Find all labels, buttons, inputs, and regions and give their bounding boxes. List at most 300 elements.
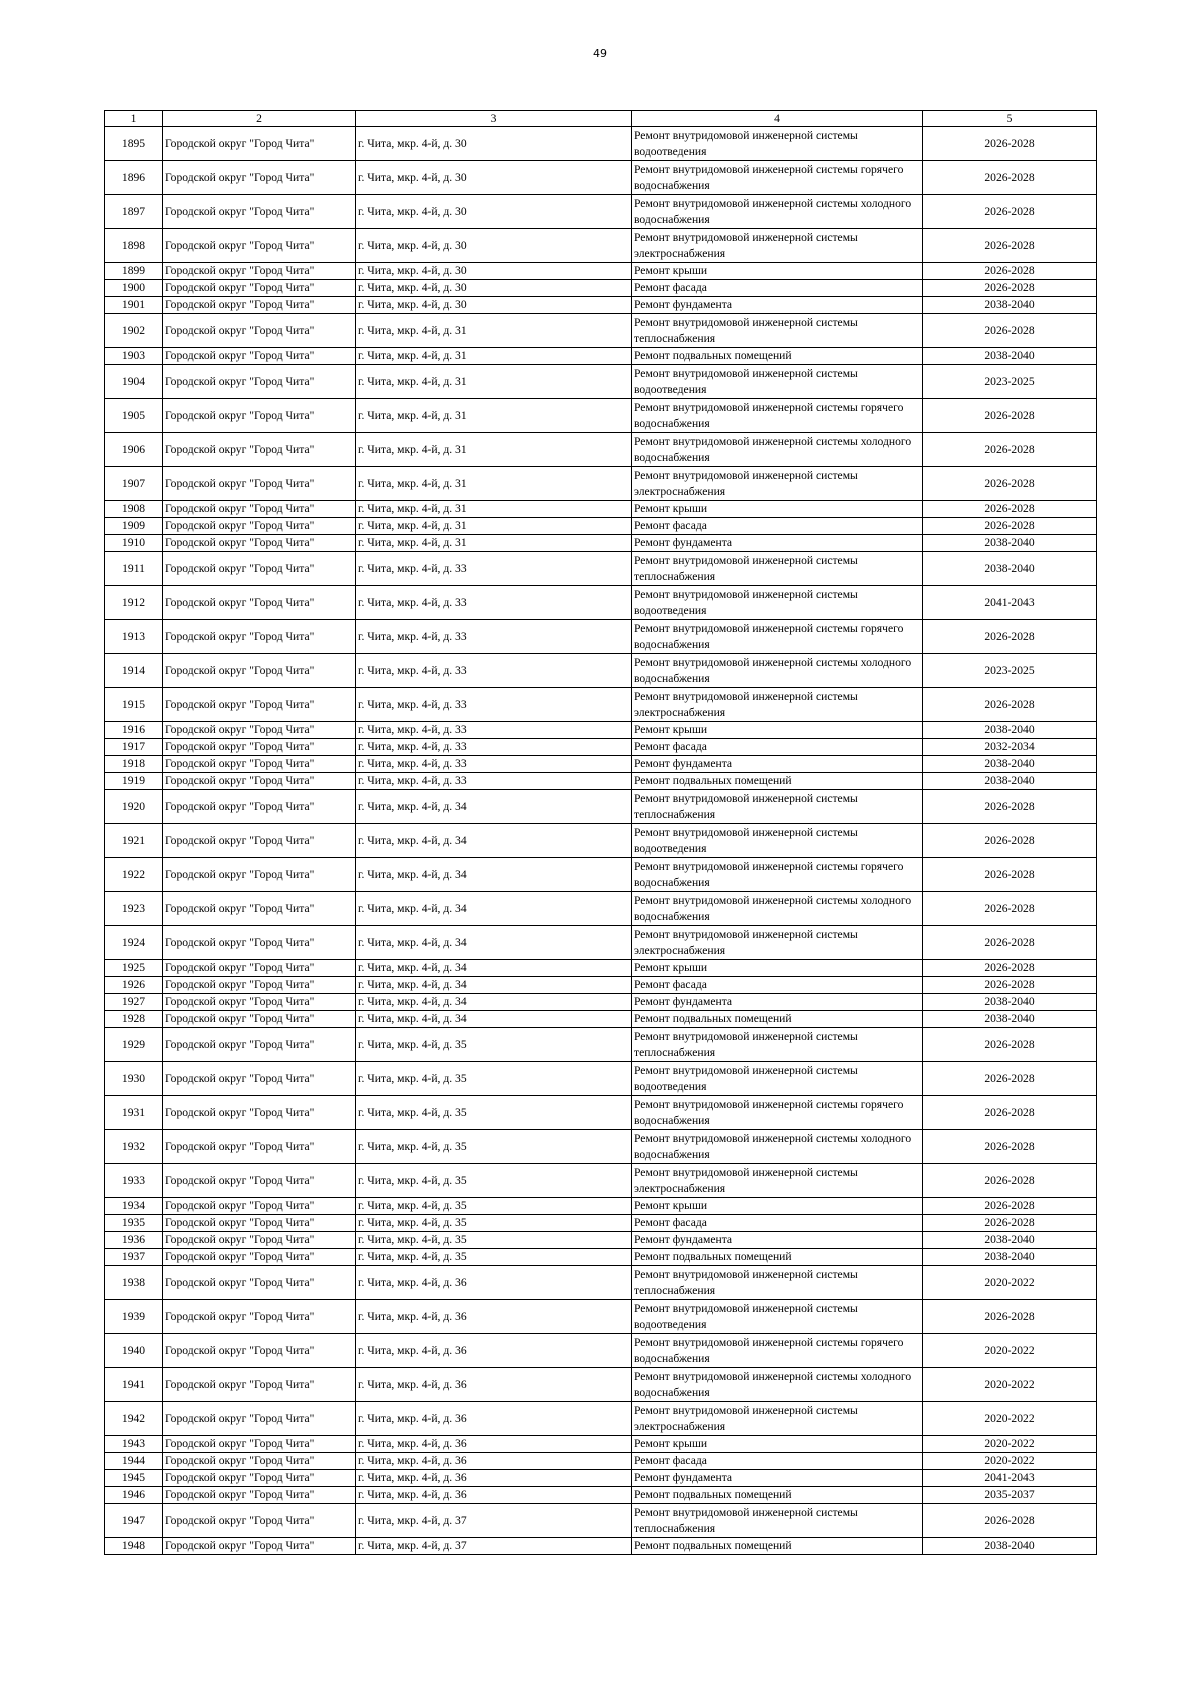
table-row <box>105 654 1097 688</box>
address-cell: г. Чита, мкр. 4-й, д. 35 <box>356 1028 632 1062</box>
table-row <box>105 960 1097 977</box>
period-cell: 2026-2028 <box>923 824 1097 858</box>
work-type-cell: Ремонт фасада <box>632 1215 923 1232</box>
table-row <box>105 722 1097 739</box>
table-row <box>105 739 1097 756</box>
work-type-cell: Ремонт внутридомовой инженерной системы электроснабжения <box>632 1402 923 1436</box>
address-cell: г. Чита, мкр. 4-й, д. 34 <box>356 790 632 824</box>
row-number-cell: 1925 <box>105 960 163 977</box>
work-type-cell: Ремонт внутридомовой инженерной системы горячего водоснабжения <box>632 620 923 654</box>
work-type-cell: Ремонт внутридомовой инженерной системы холодного водоснабжения <box>632 195 923 229</box>
table-row <box>105 1215 1097 1232</box>
period-cell: 2032-2034 <box>923 739 1097 756</box>
work-type-cell: Ремонт фундамента <box>632 1232 923 1249</box>
period-cell: 2026-2028 <box>923 892 1097 926</box>
work-type-cell: Ремонт внутридомовой инженерной системы теплоснабжения <box>632 314 923 348</box>
period-cell: 2020-2022 <box>923 1368 1097 1402</box>
period-cell: 2038-2040 <box>923 552 1097 586</box>
address-cell: г. Чита, мкр. 4-й, д. 33 <box>356 688 632 722</box>
municipality-cell: Городской округ "Город Чита" <box>163 824 356 858</box>
row-number-cell: 1903 <box>105 348 163 365</box>
table-row <box>105 297 1097 314</box>
address-cell: г. Чита, мкр. 4-й, д. 34 <box>356 994 632 1011</box>
municipality-cell: Городской округ "Город Чита" <box>163 654 356 688</box>
header-cell-3: 3 <box>356 111 632 127</box>
address-cell: г. Чита, мкр. 4-й, д. 36 <box>356 1368 632 1402</box>
work-type-cell: Ремонт внутридомовой инженерной системы холодного водоснабжения <box>632 654 923 688</box>
row-number-cell: 1914 <box>105 654 163 688</box>
row-number-cell: 1931 <box>105 1096 163 1130</box>
municipality-cell: Городской округ "Город Чита" <box>163 1470 356 1487</box>
municipality-cell: Городской округ "Город Чита" <box>163 297 356 314</box>
address-cell: г. Чита, мкр. 4-й, д. 36 <box>356 1470 632 1487</box>
header-cell-2: 2 <box>163 111 356 127</box>
table-row <box>105 756 1097 773</box>
address-cell: г. Чита, мкр. 4-й, д. 31 <box>356 433 632 467</box>
address-cell: г. Чита, мкр. 4-й, д. 35 <box>356 1198 632 1215</box>
work-type-cell: Ремонт внутридомовой инженерной системы холодного водоснабжения <box>632 892 923 926</box>
municipality-cell: Городской округ "Город Чита" <box>163 1249 356 1266</box>
work-type-cell: Ремонт крыши <box>632 1198 923 1215</box>
municipality-cell: Городской округ "Город Чита" <box>163 1028 356 1062</box>
table-header <box>105 111 1097 127</box>
row-number-cell: 1905 <box>105 399 163 433</box>
table-row <box>105 926 1097 960</box>
period-cell: 2020-2022 <box>923 1334 1097 1368</box>
period-cell: 2023-2025 <box>923 654 1097 688</box>
row-number-cell: 1933 <box>105 1164 163 1198</box>
row-number-cell: 1898 <box>105 229 163 263</box>
period-cell: 2026-2028 <box>923 314 1097 348</box>
address-cell: г. Чита, мкр. 4-й, д. 30 <box>356 263 632 280</box>
row-number-cell: 1908 <box>105 501 163 518</box>
work-type-cell: Ремонт фундамента <box>632 297 923 314</box>
address-cell: г. Чита, мкр. 4-й, д. 36 <box>356 1487 632 1504</box>
work-type-cell: Ремонт крыши <box>632 722 923 739</box>
period-cell: 2026-2028 <box>923 960 1097 977</box>
table-row <box>105 824 1097 858</box>
address-cell: г. Чита, мкр. 4-й, д. 30 <box>356 161 632 195</box>
municipality-cell: Городской округ "Город Чита" <box>163 535 356 552</box>
work-type-cell: Ремонт внутридомовой инженерной системы горячего водоснабжения <box>632 858 923 892</box>
table-row <box>105 1453 1097 1470</box>
work-type-cell: Ремонт внутридомовой инженерной системы водоотведения <box>632 1062 923 1096</box>
address-cell: г. Чита, мкр. 4-й, д. 34 <box>356 926 632 960</box>
address-cell: г. Чита, мкр. 4-й, д. 36 <box>356 1266 632 1300</box>
period-cell: 2038-2040 <box>923 348 1097 365</box>
row-number-cell: 1912 <box>105 586 163 620</box>
municipality-cell: Городской округ "Город Чита" <box>163 1538 356 1555</box>
table-row <box>105 1470 1097 1487</box>
municipality-cell: Городской округ "Город Чита" <box>163 1062 356 1096</box>
work-type-cell: Ремонт подвальных помещений <box>632 773 923 790</box>
period-cell: 2026-2028 <box>923 1198 1097 1215</box>
row-number-cell: 1940 <box>105 1334 163 1368</box>
row-number-cell: 1942 <box>105 1402 163 1436</box>
period-cell: 2026-2028 <box>923 1504 1097 1538</box>
period-cell: 2026-2028 <box>923 518 1097 535</box>
municipality-cell: Городской округ "Город Чита" <box>163 892 356 926</box>
work-type-cell: Ремонт внутридомовой инженерной системы водоотведения <box>632 586 923 620</box>
table-row <box>105 1487 1097 1504</box>
municipality-cell: Городской округ "Город Чита" <box>163 739 356 756</box>
address-cell: г. Чита, мкр. 4-й, д. 35 <box>356 1164 632 1198</box>
work-type-cell: Ремонт крыши <box>632 960 923 977</box>
row-number-cell: 1900 <box>105 280 163 297</box>
header-row <box>105 111 1097 127</box>
municipality-cell: Городской округ "Город Чита" <box>163 977 356 994</box>
table-row <box>105 1266 1097 1300</box>
table-row <box>105 620 1097 654</box>
work-type-cell: Ремонт внутридомовой инженерной системы водоотведения <box>632 824 923 858</box>
municipality-cell: Городской округ "Город Чита" <box>163 1011 356 1028</box>
municipality-cell: Городской округ "Город Чита" <box>163 1334 356 1368</box>
row-number-cell: 1906 <box>105 433 163 467</box>
work-type-cell: Ремонт крыши <box>632 1436 923 1453</box>
work-type-cell: Ремонт фундамента <box>632 994 923 1011</box>
address-cell: г. Чита, мкр. 4-й, д. 35 <box>356 1096 632 1130</box>
table-row <box>105 1402 1097 1436</box>
address-cell: г. Чита, мкр. 4-й, д. 36 <box>356 1402 632 1436</box>
row-number-cell: 1939 <box>105 1300 163 1334</box>
municipality-cell: Городской округ "Город Чита" <box>163 280 356 297</box>
period-cell: 2023-2025 <box>923 365 1097 399</box>
municipality-cell: Городской округ "Город Чита" <box>163 1487 356 1504</box>
row-number-cell: 1902 <box>105 314 163 348</box>
work-type-cell: Ремонт внутридомовой инженерной системы горячего водоснабжения <box>632 161 923 195</box>
address-cell: г. Чита, мкр. 4-й, д. 30 <box>356 195 632 229</box>
municipality-cell: Городской округ "Город Чита" <box>163 195 356 229</box>
row-number-cell: 1922 <box>105 858 163 892</box>
work-type-cell: Ремонт внутридомовой инженерной системы теплоснабжения <box>632 552 923 586</box>
row-number-cell: 1895 <box>105 127 163 161</box>
period-cell: 2038-2040 <box>923 773 1097 790</box>
address-cell: г. Чита, мкр. 4-й, д. 35 <box>356 1130 632 1164</box>
municipality-cell: Городской округ "Город Чита" <box>163 314 356 348</box>
address-cell: г. Чита, мкр. 4-й, д. 34 <box>356 977 632 994</box>
work-type-cell: Ремонт внутридомовой инженерной системы электроснабжения <box>632 1164 923 1198</box>
work-type-cell: Ремонт фасада <box>632 1453 923 1470</box>
table-row <box>105 1436 1097 1453</box>
table-row <box>105 790 1097 824</box>
table-row <box>105 688 1097 722</box>
table-row <box>105 348 1097 365</box>
work-type-cell: Ремонт фасада <box>632 280 923 297</box>
row-number-cell: 1927 <box>105 994 163 1011</box>
municipality-cell: Городской округ "Город Чита" <box>163 161 356 195</box>
table-row <box>105 127 1097 161</box>
address-cell: г. Чита, мкр. 4-й, д. 30 <box>356 127 632 161</box>
municipality-cell: Городской округ "Город Чита" <box>163 1368 356 1402</box>
row-number-cell: 1932 <box>105 1130 163 1164</box>
address-cell: г. Чита, мкр. 4-й, д. 36 <box>356 1453 632 1470</box>
address-cell: г. Чита, мкр. 4-й, д. 34 <box>356 858 632 892</box>
table-row <box>105 467 1097 501</box>
work-type-cell: Ремонт внутридомовой инженерной системы холодного водоснабжения <box>632 433 923 467</box>
municipality-cell: Городской округ "Город Чита" <box>163 586 356 620</box>
row-number-cell: 1948 <box>105 1538 163 1555</box>
row-number-cell: 1941 <box>105 1368 163 1402</box>
work-type-cell: Ремонт подвальных помещений <box>632 1538 923 1555</box>
municipality-cell: Городской округ "Город Чита" <box>163 365 356 399</box>
municipality-cell: Городской округ "Город Чита" <box>163 263 356 280</box>
row-number-cell: 1917 <box>105 739 163 756</box>
work-type-cell: Ремонт фасада <box>632 518 923 535</box>
table-row <box>105 365 1097 399</box>
work-type-cell: Ремонт подвальных помещений <box>632 1249 923 1266</box>
address-cell: г. Чита, мкр. 4-й, д. 36 <box>356 1300 632 1334</box>
work-type-cell: Ремонт внутридомовой инженерной системы электроснабжения <box>632 688 923 722</box>
municipality-cell: Городской округ "Город Чита" <box>163 1436 356 1453</box>
table-row <box>105 773 1097 790</box>
row-number-cell: 1936 <box>105 1232 163 1249</box>
period-cell: 2026-2028 <box>923 127 1097 161</box>
row-number-cell: 1919 <box>105 773 163 790</box>
period-cell: 2026-2028 <box>923 688 1097 722</box>
period-cell: 2038-2040 <box>923 722 1097 739</box>
address-cell: г. Чита, мкр. 4-й, д. 30 <box>356 229 632 263</box>
table-row <box>105 1198 1097 1215</box>
address-cell: г. Чита, мкр. 4-й, д. 34 <box>356 1011 632 1028</box>
municipality-cell: Городской округ "Город Чита" <box>163 552 356 586</box>
period-cell: 2041-2043 <box>923 1470 1097 1487</box>
address-cell: г. Чита, мкр. 4-й, д. 31 <box>356 314 632 348</box>
table-row <box>105 1232 1097 1249</box>
table-row <box>105 1096 1097 1130</box>
work-type-cell: Ремонт внутридомовой инженерной системы холодного водоснабжения <box>632 1368 923 1402</box>
period-cell: 2026-2028 <box>923 1062 1097 1096</box>
address-cell: г. Чита, мкр. 4-й, д. 31 <box>356 348 632 365</box>
row-number-cell: 1924 <box>105 926 163 960</box>
municipality-cell: Городской округ "Город Чита" <box>163 620 356 654</box>
table-row <box>105 994 1097 1011</box>
table-row <box>105 195 1097 229</box>
table-row <box>105 433 1097 467</box>
table-row <box>105 586 1097 620</box>
period-cell: 2041-2043 <box>923 586 1097 620</box>
period-cell: 2038-2040 <box>923 1011 1097 1028</box>
table-row <box>105 1538 1097 1555</box>
work-type-cell: Ремонт фундамента <box>632 535 923 552</box>
municipality-cell: Городской округ "Город Чита" <box>163 790 356 824</box>
row-number-cell: 1928 <box>105 1011 163 1028</box>
work-type-cell: Ремонт внутридомовой инженерной системы теплоснабжения <box>632 1028 923 1062</box>
address-cell: г. Чита, мкр. 4-й, д. 31 <box>356 399 632 433</box>
work-type-cell: Ремонт внутридомовой инженерной системы горячего водоснабжения <box>632 399 923 433</box>
table-row <box>105 501 1097 518</box>
row-number-cell: 1896 <box>105 161 163 195</box>
table-row <box>105 1334 1097 1368</box>
page-number: 49 <box>593 47 607 60</box>
period-cell: 2026-2028 <box>923 229 1097 263</box>
table-row <box>105 1164 1097 1198</box>
table-row <box>105 977 1097 994</box>
work-type-cell: Ремонт внутридомовой инженерной системы водоотведения <box>632 1300 923 1334</box>
row-number-cell: 1916 <box>105 722 163 739</box>
table-row <box>105 399 1097 433</box>
period-cell: 2026-2028 <box>923 1130 1097 1164</box>
work-type-cell: Ремонт фасада <box>632 739 923 756</box>
table-row <box>105 263 1097 280</box>
period-cell: 2026-2028 <box>923 280 1097 297</box>
period-cell: 2026-2028 <box>923 620 1097 654</box>
work-type-cell: Ремонт фундамента <box>632 1470 923 1487</box>
address-cell: г. Чита, мкр. 4-й, д. 34 <box>356 960 632 977</box>
row-number-cell: 1945 <box>105 1470 163 1487</box>
row-number-cell: 1897 <box>105 195 163 229</box>
address-cell: г. Чита, мкр. 4-й, д. 33 <box>356 552 632 586</box>
period-cell: 2038-2040 <box>923 1249 1097 1266</box>
address-cell: г. Чита, мкр. 4-й, д. 35 <box>356 1249 632 1266</box>
table-row <box>105 1028 1097 1062</box>
period-cell: 2026-2028 <box>923 1096 1097 1130</box>
row-number-cell: 1911 <box>105 552 163 586</box>
period-cell: 2026-2028 <box>923 195 1097 229</box>
work-type-cell: Ремонт внутридомовой инженерной системы холодного водоснабжения <box>632 1130 923 1164</box>
address-cell: г. Чита, мкр. 4-й, д. 30 <box>356 297 632 314</box>
period-cell: 2026-2028 <box>923 1164 1097 1198</box>
municipality-cell: Городской округ "Город Чита" <box>163 501 356 518</box>
municipality-cell: Городской округ "Город Чита" <box>163 858 356 892</box>
row-number-cell: 1946 <box>105 1487 163 1504</box>
work-type-cell: Ремонт внутридомовой инженерной системы электроснабжения <box>632 926 923 960</box>
header-cell-4: 4 <box>632 111 923 127</box>
municipality-cell: Городской округ "Город Чита" <box>163 467 356 501</box>
period-cell: 2026-2028 <box>923 433 1097 467</box>
row-number-cell: 1921 <box>105 824 163 858</box>
municipality-cell: Городской округ "Город Чита" <box>163 348 356 365</box>
period-cell: 2026-2028 <box>923 926 1097 960</box>
municipality-cell: Городской округ "Город Чита" <box>163 1300 356 1334</box>
address-cell: г. Чита, мкр. 4-й, д. 34 <box>356 892 632 926</box>
municipality-cell: Городской округ "Город Чита" <box>163 1096 356 1130</box>
row-number-cell: 1943 <box>105 1436 163 1453</box>
row-number-cell: 1935 <box>105 1215 163 1232</box>
table-row <box>105 1062 1097 1096</box>
period-cell: 2026-2028 <box>923 1215 1097 1232</box>
period-cell: 2035-2037 <box>923 1487 1097 1504</box>
period-cell: 2026-2028 <box>923 1028 1097 1062</box>
address-cell: г. Чита, мкр. 4-й, д. 31 <box>356 535 632 552</box>
table-row <box>105 1300 1097 1334</box>
period-cell: 2026-2028 <box>923 790 1097 824</box>
address-cell: г. Чита, мкр. 4-й, д. 35 <box>356 1215 632 1232</box>
period-cell: 2038-2040 <box>923 535 1097 552</box>
address-cell: г. Чита, мкр. 4-й, д. 33 <box>356 654 632 688</box>
address-cell: г. Чита, мкр. 4-й, д. 31 <box>356 467 632 501</box>
work-type-cell: Ремонт крыши <box>632 501 923 518</box>
address-cell: г. Чита, мкр. 4-й, д. 31 <box>356 518 632 535</box>
row-number-cell: 1944 <box>105 1453 163 1470</box>
work-type-cell: Ремонт внутридомовой инженерной системы электроснабжения <box>632 229 923 263</box>
work-type-cell: Ремонт внутридомовой инженерной системы теплоснабжения <box>632 790 923 824</box>
work-type-cell: Ремонт внутридомовой инженерной системы электроснабжения <box>632 467 923 501</box>
work-type-cell: Ремонт внутридомовой инженерной системы теплоснабжения <box>632 1504 923 1538</box>
table-row <box>105 161 1097 195</box>
period-cell: 2026-2028 <box>923 858 1097 892</box>
municipality-cell: Городской округ "Город Чита" <box>163 960 356 977</box>
address-cell: г. Чита, мкр. 4-й, д. 33 <box>356 773 632 790</box>
work-type-cell: Ремонт крыши <box>632 263 923 280</box>
row-number-cell: 1926 <box>105 977 163 994</box>
work-type-cell: Ремонт фундамента <box>632 756 923 773</box>
header-cell-5: 5 <box>923 111 1097 127</box>
work-type-cell: Ремонт внутридомовой инженерной системы водоотведения <box>632 365 923 399</box>
header-cell-1: 1 <box>105 111 163 127</box>
municipality-cell: Городской округ "Город Чита" <box>163 1504 356 1538</box>
work-type-cell: Ремонт внутридомовой инженерной системы водоотведения <box>632 127 923 161</box>
row-number-cell: 1913 <box>105 620 163 654</box>
address-cell: г. Чита, мкр. 4-й, д. 30 <box>356 280 632 297</box>
table-row <box>105 1130 1097 1164</box>
row-number-cell: 1907 <box>105 467 163 501</box>
period-cell: 2038-2040 <box>923 297 1097 314</box>
municipality-cell: Городской округ "Город Чита" <box>163 1130 356 1164</box>
address-cell: г. Чита, мкр. 4-й, д. 36 <box>356 1334 632 1368</box>
table-body <box>105 127 1097 1555</box>
work-type-cell: Ремонт подвальных помещений <box>632 348 923 365</box>
municipality-cell: Городской округ "Город Чита" <box>163 688 356 722</box>
table-row <box>105 518 1097 535</box>
address-cell: г. Чита, мкр. 4-й, д. 33 <box>356 722 632 739</box>
municipality-cell: Городской округ "Город Чита" <box>163 926 356 960</box>
table-row <box>105 535 1097 552</box>
municipality-cell: Городской округ "Город Чита" <box>163 722 356 739</box>
period-cell: 2038-2040 <box>923 994 1097 1011</box>
row-number-cell: 1901 <box>105 297 163 314</box>
period-cell: 2020-2022 <box>923 1453 1097 1470</box>
table-row <box>105 1011 1097 1028</box>
work-type-cell: Ремонт подвальных помещений <box>632 1487 923 1504</box>
work-type-cell: Ремонт фасада <box>632 977 923 994</box>
row-number-cell: 1915 <box>105 688 163 722</box>
address-cell: г. Чита, мкр. 4-й, д. 33 <box>356 620 632 654</box>
work-type-cell: Ремонт внутридомовой инженерной системы теплоснабжения <box>632 1266 923 1300</box>
address-cell: г. Чита, мкр. 4-й, д. 31 <box>356 365 632 399</box>
municipality-cell: Городской округ "Город Чита" <box>163 1215 356 1232</box>
period-cell: 2020-2022 <box>923 1266 1097 1300</box>
row-number-cell: 1929 <box>105 1028 163 1062</box>
row-number-cell: 1899 <box>105 263 163 280</box>
municipality-cell: Городской округ "Город Чита" <box>163 399 356 433</box>
row-number-cell: 1923 <box>105 892 163 926</box>
row-number-cell: 1937 <box>105 1249 163 1266</box>
address-cell: г. Чита, мкр. 4-й, д. 35 <box>356 1062 632 1096</box>
municipality-cell: Городской округ "Город Чита" <box>163 1232 356 1249</box>
row-number-cell: 1909 <box>105 518 163 535</box>
row-number-cell: 1938 <box>105 1266 163 1300</box>
table-row <box>105 1504 1097 1538</box>
period-cell: 2026-2028 <box>923 161 1097 195</box>
municipality-cell: Городской округ "Город Чита" <box>163 433 356 467</box>
period-cell: 2026-2028 <box>923 467 1097 501</box>
municipality-cell: Городской округ "Город Чита" <box>163 1402 356 1436</box>
address-cell: г. Чита, мкр. 4-й, д. 37 <box>356 1504 632 1538</box>
municipality-cell: Городской округ "Город Чита" <box>163 1266 356 1300</box>
municipality-cell: Городской округ "Город Чита" <box>163 1453 356 1470</box>
period-cell: 2026-2028 <box>923 1300 1097 1334</box>
period-cell: 2020-2022 <box>923 1436 1097 1453</box>
table-row <box>105 1368 1097 1402</box>
work-type-cell: Ремонт внутридомовой инженерной системы горячего водоснабжения <box>632 1334 923 1368</box>
address-cell: г. Чита, мкр. 4-й, д. 33 <box>356 756 632 773</box>
period-cell: 2038-2040 <box>923 1232 1097 1249</box>
table-row <box>105 552 1097 586</box>
register-table <box>104 110 1097 1555</box>
period-cell: 2026-2028 <box>923 399 1097 433</box>
period-cell: 2038-2040 <box>923 1538 1097 1555</box>
work-type-cell: Ремонт внутридомовой инженерной системы горячего водоснабжения <box>632 1096 923 1130</box>
